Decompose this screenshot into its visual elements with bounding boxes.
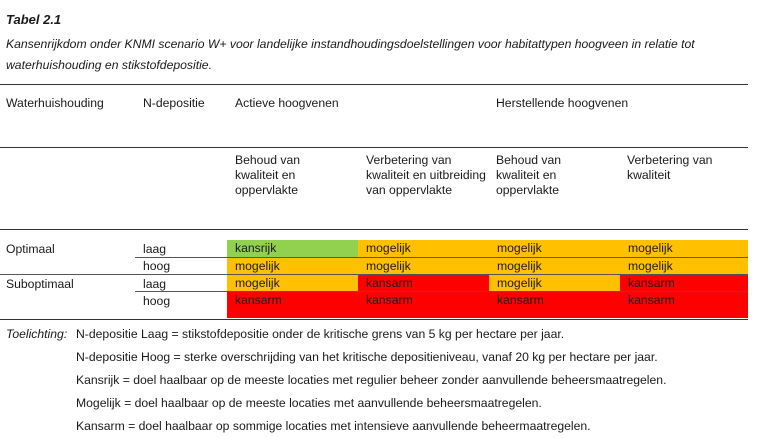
status-cell: mogelijk <box>227 275 358 292</box>
status-cell: kansrijk <box>227 240 358 257</box>
ndep-label: laag <box>143 242 167 256</box>
status-cell: mogelijk <box>620 258 748 275</box>
note-line: N-depositie Hoog = sterke overschrijding van het kritische depositieniveau, vanaf 20 kg per hectare per jaar. <box>76 350 658 364</box>
header-n-depositie: N-depositie <box>143 96 205 110</box>
subheader-active-verbetering: Verbetering van kwaliteit en uitbreiding van oppervlakte <box>366 153 486 197</box>
header-actieve-hoogvenen: Actieve hoogvenen <box>235 96 339 110</box>
status-cell: kansarm <box>620 292 748 318</box>
status-cell: mogelijk <box>358 258 489 275</box>
status-cell: kansarm <box>358 275 489 292</box>
status-cell: kansarm <box>227 292 358 318</box>
subheader-restoring-verbetering: Verbetering van kwaliteit <box>627 153 713 182</box>
subheader-active-behoud: Behoud van kwaliteit en oppervlakte <box>235 153 301 197</box>
note-line: N-depositie Laag = stikstofdepositie onder de kritische grens van 5 kg per hectare per jaar. <box>76 327 565 341</box>
status-cell: mogelijk <box>620 240 748 257</box>
note-line: Mogelijk = doel haalbaar op de meeste locaties met aanvullende beheersmaatregelen. <box>76 396 542 410</box>
row-label-optimaal: Optimaal <box>6 242 55 256</box>
row-divider <box>0 274 748 275</box>
table-number: Tabel 2.1 <box>6 12 62 27</box>
row-divider <box>135 257 748 258</box>
header-bottom-rule <box>0 229 748 230</box>
status-cell: kansarm <box>358 292 489 318</box>
status-cell: kansarm <box>620 275 748 292</box>
table-caption: Kansenrijkdom onder KNMI scenario W+ voor landelijke instandhoudingsdoelstellingen voor habitattypen hoogveen in relatie tot waterhuishouding en stikstofdepositie. <box>6 37 695 72</box>
note-line: Kansrijk = doel haalbaar op de meeste locaties met regulier beheer zonder aanvullende beheersmaatregelen. <box>76 373 667 387</box>
header-herstellende-hoogvenen: Herstellende hoogvenen <box>496 96 629 110</box>
status-cell: kansarm <box>489 292 620 318</box>
status-cell: mogelijk <box>227 258 358 275</box>
status-cell: mogelijk <box>489 240 620 257</box>
subheader-restoring-behoud: Behoud van kwaliteit en oppervlakte <box>496 153 562 197</box>
status-cell: mogelijk <box>489 275 620 292</box>
status-cell: mogelijk <box>489 258 620 275</box>
row-label-suboptimaal: Suboptimaal <box>6 277 74 291</box>
notes-label: Toelichting: <box>6 327 68 341</box>
ndep-label: hoog <box>143 259 171 273</box>
ndep-label: hoog <box>143 294 171 308</box>
table-top-rule <box>0 84 748 85</box>
status-cell: mogelijk <box>358 240 489 257</box>
ndep-label: laag <box>143 277 167 291</box>
row-divider <box>135 291 748 292</box>
header-waterhuishouding: Waterhuishouding <box>6 96 104 110</box>
note-line: Kansarm = doel haalbaar op sommige locaties met intensieve aanvullende beheermaatregelen. <box>76 419 591 433</box>
header-divider <box>0 147 748 148</box>
table-bottom-rule <box>0 319 748 320</box>
